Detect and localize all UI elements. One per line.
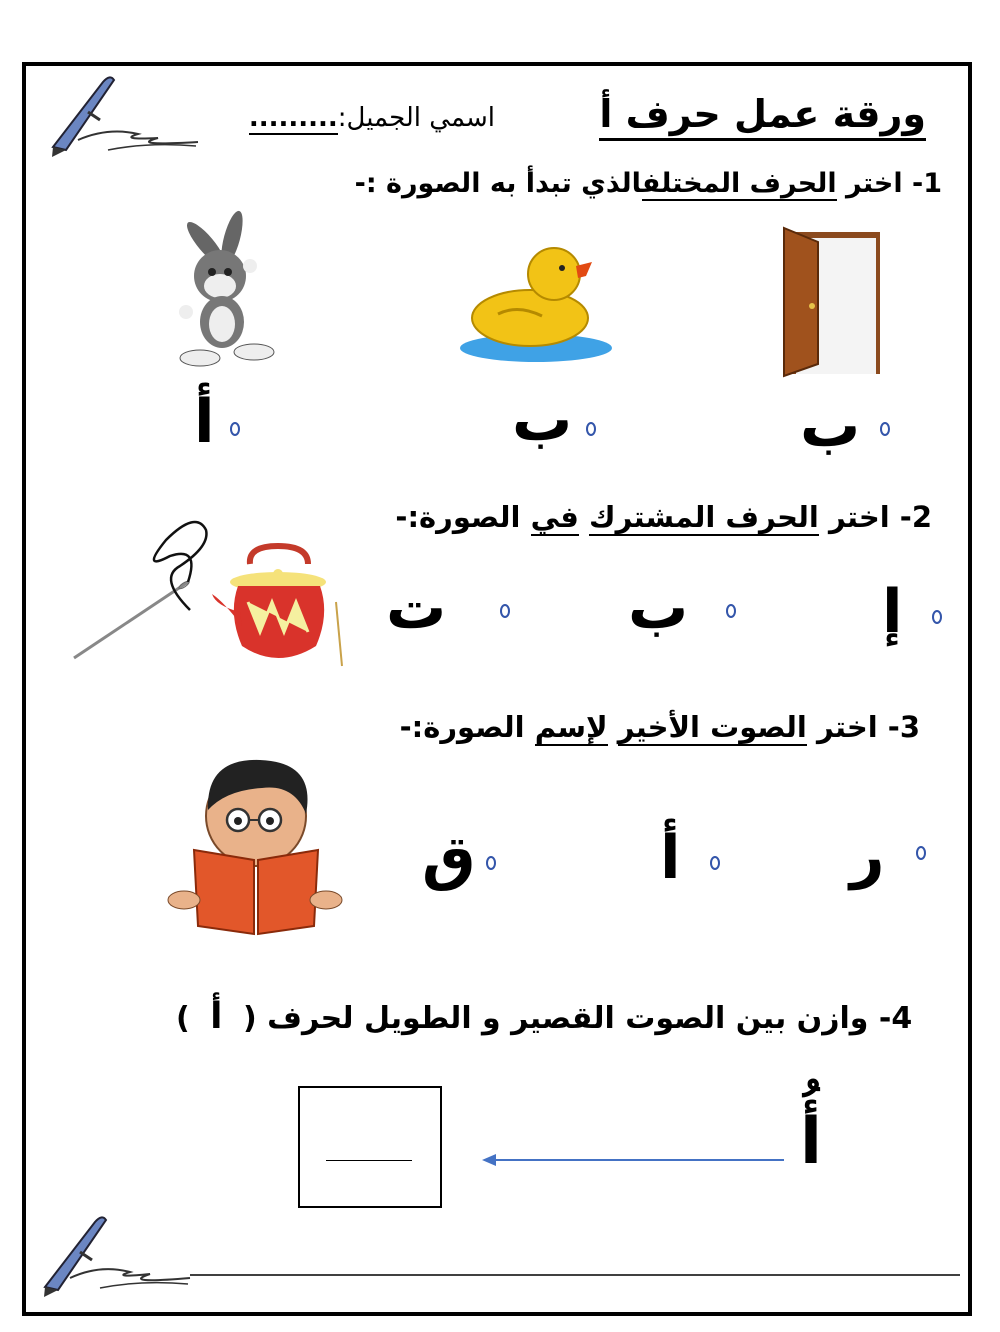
q1-option-3: أ bbox=[194, 387, 215, 457]
kettle-icon bbox=[208, 542, 358, 674]
q1-radio-3[interactable] bbox=[230, 422, 240, 436]
q4-target-letter: أ bbox=[210, 996, 223, 1037]
door-icon bbox=[780, 228, 884, 378]
rabbit-icon bbox=[146, 214, 296, 370]
duck-icon bbox=[458, 244, 618, 366]
q2-option-1: إ bbox=[882, 577, 903, 647]
q1-option-1: ب bbox=[800, 391, 861, 461]
q3-option-3: ق bbox=[422, 823, 476, 893]
boy-reading-icon bbox=[166, 754, 346, 938]
name-label: اسمي الجميل: bbox=[337, 103, 495, 133]
pen-icon-top bbox=[48, 72, 208, 162]
q1-radio-1[interactable] bbox=[880, 422, 890, 436]
question-4: 4- وازن بين الصوت القصير و الطويل لحرف ( أ ) bbox=[176, 996, 913, 1037]
q2-radio-3[interactable] bbox=[500, 604, 510, 618]
worksheet-title: ورقة عمل حرف أ bbox=[599, 92, 926, 141]
student-name-line bbox=[249, 103, 495, 133]
q3-option-1: ر bbox=[850, 821, 885, 891]
q2-option-3: ت bbox=[386, 573, 447, 643]
arrow-left-icon bbox=[480, 1150, 786, 1170]
question-3: 3- اختر الصوت الأخير لإسم الصورة:- bbox=[399, 710, 920, 744]
answer-line bbox=[326, 1160, 412, 1161]
q3-radio-1[interactable] bbox=[916, 846, 926, 860]
name-blank[interactable]: ......... bbox=[248, 103, 338, 133]
q3-keyword: الصوت الأخير bbox=[617, 710, 807, 744]
q2-keyword: الحرف المشترك bbox=[589, 500, 819, 534]
q1-keyword: الحرف المختلف bbox=[641, 168, 837, 199]
q3-radio-3[interactable] bbox=[486, 856, 496, 870]
needle-icon bbox=[70, 516, 220, 666]
q2-option-2: ب bbox=[628, 573, 689, 643]
q3-option-2: أ bbox=[660, 823, 681, 893]
pen-icon-bottom bbox=[40, 1212, 960, 1302]
short-vowel-letter: أُ bbox=[800, 1105, 822, 1179]
q3-radio-2[interactable] bbox=[710, 856, 720, 870]
question-2: 2- اختر الحرف المشترك في الصورة:- bbox=[395, 500, 932, 534]
answer-box[interactable] bbox=[298, 1086, 442, 1208]
q2-radio-1[interactable] bbox=[932, 610, 942, 624]
q1-radio-2[interactable] bbox=[586, 422, 596, 436]
q1-option-2: ب bbox=[512, 385, 573, 455]
q2-radio-2[interactable] bbox=[726, 604, 736, 618]
question-1: 1- اختر الحرف المختلفالذي تبدأ به الصورة :- bbox=[354, 168, 942, 199]
